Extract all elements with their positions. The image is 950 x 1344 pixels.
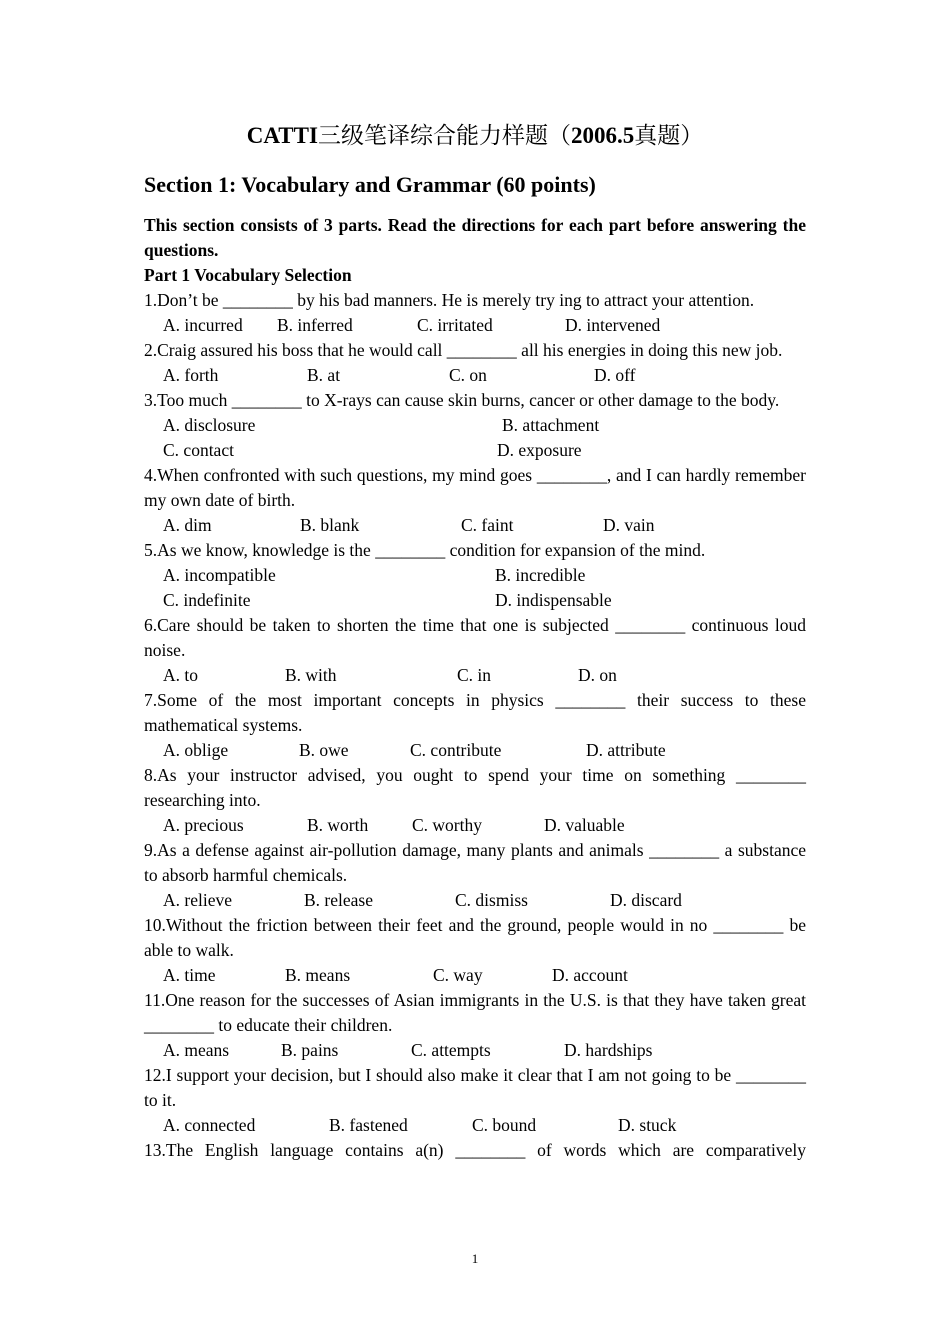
option: B. blank [300, 515, 360, 535]
question-1: 1.Don’t be ________ by his bad manners. He is merely try ing to attract your attention. [144, 290, 755, 310]
option: A. means [163, 1040, 230, 1060]
option: D. attribute [586, 740, 666, 760]
option: B. inferred [277, 315, 353, 335]
option: B. owe [299, 740, 349, 760]
page-number: 1 [471, 1251, 479, 1266]
option: A. precious [163, 815, 244, 835]
options-10 [144, 963, 806, 988]
question-6: 6.Care should be taken to shorten the time that one is subjected ________ continuous loud noise. [144, 615, 806, 660]
options-12 [144, 1113, 806, 1138]
option: C. worthy [412, 815, 482, 835]
option: B. release [304, 890, 373, 910]
option: A. incurred [163, 315, 243, 335]
option: A. connected [163, 1115, 256, 1135]
option: D. off [594, 365, 636, 385]
option: D. intervened [565, 315, 661, 335]
option: A. oblige [163, 740, 229, 760]
content [144, 213, 806, 1163]
option: B. attachment [502, 415, 600, 435]
option: A. time [163, 965, 216, 985]
options-1 [144, 313, 806, 338]
option: A. incompatible [163, 565, 276, 585]
options-8 [144, 813, 806, 838]
option: C. faint [461, 515, 514, 535]
question-8: 8.As your instructor advised, you ought to spend your time on something ________ researching into. [144, 765, 806, 810]
options-7 [144, 738, 806, 763]
option: D. exposure [497, 440, 582, 460]
question-5: 5.As we know, knowledge is the ________ condition for expansion of the mind. [144, 540, 706, 560]
options-4 [144, 513, 806, 538]
option: D. vain [603, 515, 655, 535]
option: D. account [552, 965, 628, 985]
section-heading: Section 1: Vocabulary and Grammar (60 points) [144, 172, 596, 197]
option: A. forth [163, 365, 219, 385]
question-3: 3.Too much ________ to X-rays can cause skin burns, cancer or other damage to the body. [144, 390, 780, 410]
question-4: 4.When confronted with such questions, my mind goes ________, and I can hardly remember my own date of birth. [144, 465, 806, 510]
option: B. means [285, 965, 351, 985]
options-9 [144, 888, 806, 913]
options-5a [144, 563, 806, 588]
option: D. stuck [618, 1115, 677, 1135]
question-9: 9.As a defense against air-pollution damage, many plants and animals ________ a substance to absorb harmful chemicals. [144, 840, 806, 885]
option: C. bound [472, 1115, 537, 1135]
question-2: 2.Craig assured his boss that he would call ________ all his energies in doing this new job. [144, 340, 783, 360]
option: C. irritated [417, 315, 493, 335]
options-11 [144, 1038, 806, 1063]
option: C. dismiss [455, 890, 528, 910]
option: D. indispensable [495, 590, 612, 610]
option: C. contribute [410, 740, 502, 760]
option: D. on [578, 665, 617, 685]
section-instructions: This section consists of 3 parts. Read the directions for each part before answering the questions. [144, 215, 806, 260]
document-title: CATTI三级笔译综合能力样题（2006.5真题） [246, 123, 704, 149]
question-7: 7.Some of the most important concepts in physics ________ their success to these mathematical systems. [144, 690, 806, 735]
option: C. in [457, 665, 492, 685]
option: A. disclosure [163, 415, 256, 435]
option: B. fastened [329, 1115, 408, 1135]
option: C. on [449, 365, 487, 385]
option: B. with [285, 665, 337, 685]
options-3a [144, 413, 806, 438]
part-heading: Part 1 Vocabulary Selection [144, 265, 352, 285]
option: B. incredible [495, 565, 586, 585]
option: A. dim [163, 515, 212, 535]
question-12: 12.I support your decision, but I should also make it clear that I am not going to be ________ to it. [144, 1065, 806, 1110]
question-13: 13.The English language contains a(n) ________ of words which are comparatively [144, 1140, 806, 1160]
options-3b [144, 438, 806, 463]
option: B. pains [281, 1040, 339, 1060]
option: C. attempts [411, 1040, 491, 1060]
options-5b [144, 588, 806, 613]
options-2 [144, 363, 806, 388]
option: D. hardships [564, 1040, 653, 1060]
options-6 [144, 663, 806, 688]
option: B. worth [307, 815, 369, 835]
option: C. way [433, 965, 483, 985]
option: C. indefinite [163, 590, 251, 610]
option: D. valuable [544, 815, 625, 835]
question-11: 11.One reason for the successes of Asian immigrants in the U.S. is that they have taken great ________ to educate their children. [144, 990, 806, 1035]
option: A. to [163, 665, 198, 685]
option: A. relieve [163, 890, 232, 910]
question-10: 10.Without the friction between their feet and the ground, people would in no ________ be able to walk. [144, 915, 806, 960]
option: B. at [307, 365, 341, 385]
option: D. discard [610, 890, 682, 910]
option: C. contact [163, 440, 234, 460]
